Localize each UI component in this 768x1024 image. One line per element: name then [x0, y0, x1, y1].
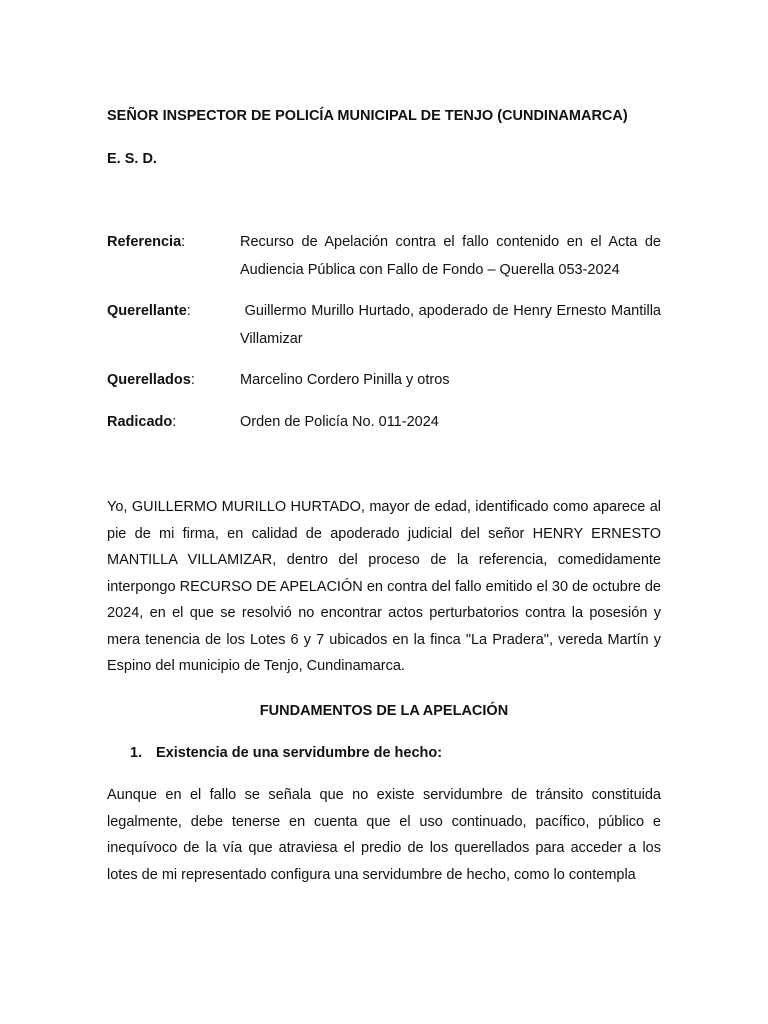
- addressee-heading: SEÑOR INSPECTOR DE POLICÍA MUNICIPAL DE TENJO (CUNDINAMARCA): [107, 108, 628, 124]
- numbered-item-1: [130, 744, 442, 762]
- querellados-colon: :: [190, 372, 195, 388]
- radicado-row: [107, 408, 661, 436]
- querellados-label: Querellados: [107, 372, 191, 388]
- querellante-label: Querellante: [107, 303, 187, 319]
- querellados-value: Marcelino Cordero Pinilla y otros: [240, 372, 450, 388]
- radicado-colon: :: [172, 414, 177, 430]
- reference-value: Recurso de Apelación contra el fallo contenido en el Acta de Audiencia Pública con Fallo de Fondo – Querella 053-2024: [240, 234, 661, 278]
- radicado-value: Orden de Policía No. 011-2024: [240, 414, 439, 430]
- intro-paragraph: Yo, GUILLERMO MURILLO HURTADO, mayor de edad, identificado como aparece al pie de mi firma, en calidad de apoderado judicial del señor HENRY ERNESTO MANTILLA VILLAMIZAR, dentro del proceso de la referencia, comedidamente interpongo RECURSO DE APELACIÓN en contra del fallo emitido el 30 de octubre de 2024, en el que se resolvió no encontrar actos perturbatorios contra la posesión y mera tenencia de los Lotes 6 y 7 ubicados en la finca "La Pradera", vereda Martín y Espino del municipio de Tenjo, Cundinamarca.: [107, 499, 661, 674]
- querellante-colon: :: [186, 303, 191, 319]
- querellante-row: [107, 297, 666, 353]
- querellante-value: Guillermo Murillo Hurtado, apoderado de Henry Ernesto Mantilla Villamizar: [240, 303, 666, 347]
- item-1-number: 1.: [130, 745, 143, 761]
- reference-colon: :: [181, 234, 186, 250]
- section-title: FUNDAMENTOS DE LA APELACIÓN: [259, 703, 509, 719]
- radicado-label: Radicado: [107, 414, 173, 430]
- reference-row: [107, 228, 661, 284]
- item-1-paragraph: Aunque en el fallo se señala que no existe servidumbre de tránsito constituida legalmente, debe tenerse en cuenta que el uso continuado, pacífico, público e inequívoco de la vía que atraviesa el predio de los querellados para acceder a los lotes de mi representado configura una servidumbre de hecho, como lo contempla: [107, 787, 661, 883]
- querellados-row: [107, 366, 661, 394]
- esd-heading: E. S. D.: [107, 151, 157, 167]
- reference-label: Referencia: [107, 234, 182, 250]
- item-1-title: Existencia de una servidumbre de hecho:: [156, 745, 443, 761]
